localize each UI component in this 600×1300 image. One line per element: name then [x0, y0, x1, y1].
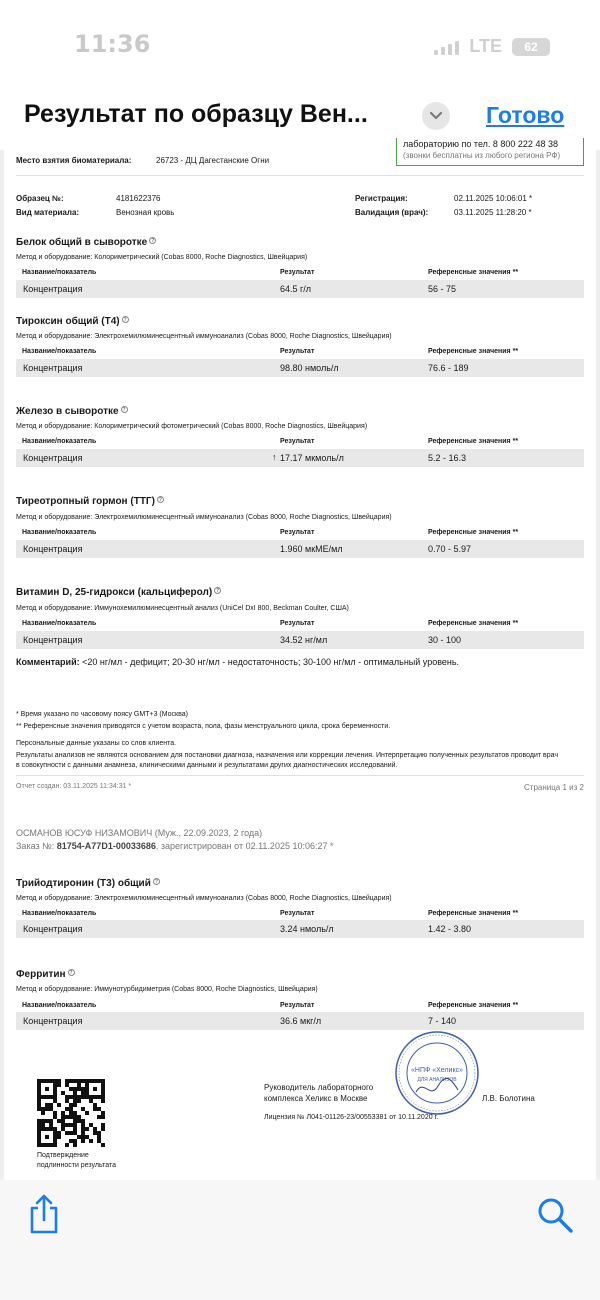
row-name: Концентрация: [23, 924, 83, 934]
comment: Комментарий: <20 нг/мл - дефицит; 20-30 нг/мл - недостаточность; 30-100 нг/мл - оптимальный уровень.: [16, 657, 460, 667]
col-result-header: Результат: [280, 529, 315, 536]
stamp-subtext: ДЛЯ АНАЛИЗОВ: [417, 1077, 457, 1083]
qr-code: [37, 1079, 105, 1147]
col-result-header: Результат: [280, 348, 315, 355]
row-reference: 7 - 140: [428, 1016, 457, 1026]
row-reference: 76.6 - 189: [428, 363, 469, 373]
col-reference-header: Референсные значения **: [428, 348, 519, 355]
divider: [16, 775, 584, 776]
row-name: Концентрация: [23, 284, 83, 294]
col-result-header: Результат: [280, 438, 315, 445]
info-icon[interactable]: ?: [216, 588, 220, 594]
col-name-header: Название/показатель: [22, 269, 97, 276]
col-reference-header: Референсные значения **: [428, 438, 519, 445]
head-name: Л.В. Болотина: [482, 1094, 535, 1103]
registration-label: Регистрация:: [355, 194, 408, 203]
footnote: Результаты анализов не являются основанием для постановки диагноза, назначения или коррекции лечения. Интерпретацию полученных результатов проводит врач: [16, 752, 559, 759]
network-type: LTE: [469, 36, 502, 56]
signal-icon: [434, 39, 459, 55]
col-name-header: Название/показатель: [22, 1002, 97, 1009]
chevron-down-icon[interactable]: [422, 102, 450, 130]
row-reference: 56 - 75: [428, 284, 457, 294]
col-name-header: Название/показатель: [22, 910, 97, 917]
document-page-2: [4, 814, 596, 1194]
test-method: Метод и оборудование: Иммунохемилюминесцентный анализ (UniCel DxI 800, Beckman Coulter, США): [16, 605, 349, 612]
status-bar: [0, 0, 600, 90]
lab-phone-note: (звонки бесплатны из любого региона РФ): [403, 151, 561, 160]
col-reference-header: Референсные значения **: [428, 1002, 519, 1009]
sample-label: Образец №:: [16, 194, 64, 203]
row-name: Концентрация: [23, 635, 83, 645]
head-title: Руководитель лабораторного: [264, 1083, 374, 1092]
row-result: 34.52 нг/мл: [280, 635, 328, 645]
test-title: Трийодтиронин (Т3) общий ?: [16, 878, 158, 889]
test-method: Метод и оборудование: Иммунотурбидиметрия (Cobas 8000, Roche Diagnostics, Швейцария): [16, 986, 318, 993]
report-created: Отчет создан: 03.11.2025 11:34:31 *: [16, 783, 132, 790]
search-icon[interactable]: [536, 1196, 574, 1234]
test-title: Белок общий в сыворотке ?: [16, 237, 155, 248]
col-result-header: Результат: [280, 910, 315, 917]
registration-value: 02.11.2025 10:06:01 *: [454, 194, 533, 203]
test-title: Тиреотропный гормон (ТТГ) ?: [16, 496, 162, 507]
high-flag-icon: ↑: [272, 452, 277, 462]
col-result-header: Результат: [280, 269, 315, 276]
info-icon[interactable]: ?: [158, 497, 162, 503]
row-name: Концентрация: [23, 453, 83, 463]
test-method: Метод и оборудование: Электрохемилюминесцентный иммуноанализ (Cobas 8000, Roche Diagnostics, Швейцария): [16, 333, 392, 340]
col-name-header: Название/показатель: [22, 348, 97, 355]
license-line: Лицензия № Л041-01126-23/00553381 от 10.11.2020 г.: [264, 1114, 439, 1121]
test-title: Ферритин ?: [16, 969, 73, 980]
qr-caption: Подтверждение: [37, 1152, 89, 1159]
col-result-header: Результат: [280, 620, 315, 627]
patient-line: ОСМАНОВ ЮСУФ НИЗАМОВИЧ (Муж., 22.09.2023, 2 года): [16, 828, 263, 838]
row-reference: 30 - 100: [428, 635, 462, 645]
col-reference-header: Референсные значения **: [428, 910, 519, 917]
row-result: 3.24 нмоль/л: [280, 924, 334, 934]
row-result: 98.80 нмоль/л: [280, 363, 339, 373]
material-label: Вид материала:: [16, 208, 80, 217]
place-value: 26723 - ДЦ Дагестанские Огни: [156, 156, 270, 165]
col-reference-header: Референсные значения **: [428, 269, 519, 276]
test-method: Метод и оборудование: Колориметрический фотометрический (Cobas 8000, Roche Diagnostics, Швейцария): [16, 423, 368, 430]
footnote: * Время указано по часовому поясу GMT+3 (Москва): [16, 711, 188, 718]
test-method: Метод и оборудование: Электрохемилюминесцентный иммуноанализ (Cobas 8000, Roche Diagnostics, Швейцария): [16, 514, 392, 521]
info-icon[interactable]: ?: [151, 238, 155, 244]
row-name: Концентрация: [23, 1016, 83, 1026]
test-title: Витамин D, 25-гидрокси (кальциферол) ?: [16, 587, 220, 598]
footnote: Персональные данные указаны со слов клиента.: [16, 740, 177, 747]
bottom-toolbar: [0, 1180, 600, 1300]
stamp-text: «НПФ «Хеликс»: [411, 1067, 463, 1074]
footnote: ** Референсные значения приводятся с учетом возраста, пола, фазы менструального цикла, срока беременности.: [16, 723, 391, 730]
done-button[interactable]: Готово: [486, 102, 565, 128]
test-title: Железо в сыворотке ?: [16, 406, 126, 417]
row-name: Концентрация: [23, 544, 83, 554]
status-time: 11:36: [74, 30, 151, 58]
col-name-header: Название/показатель: [22, 529, 97, 536]
document-viewer[interactable]: [0, 139, 600, 1180]
test-method: Метод и оборудование: Колориметрический (Cobas 8000, Roche Diagnostics, Швейцария): [16, 254, 308, 261]
row-reference: 5.2 - 16.3: [428, 453, 467, 463]
lab-stamp-seal: [394, 1030, 480, 1116]
qr-caption: подлинности результата: [37, 1162, 116, 1169]
row-name: Концентрация: [23, 363, 83, 373]
place-label: Место взятия биоматериала:: [16, 156, 132, 165]
row-result: 64.5 г/л: [280, 284, 312, 294]
head-title: комплекса Хеликс в Москве: [264, 1094, 368, 1103]
material-value: Венозная кровь: [116, 208, 175, 217]
test-title: Тироксин общий (Т4) ?: [16, 316, 127, 327]
info-icon[interactable]: ?: [154, 879, 158, 885]
col-reference-header: Референсные значения **: [428, 529, 519, 536]
test-method: Метод и оборудование: Электрохемилюминесцентный иммуноанализ (Cobas 8000, Roche Diagnostics, Швейцария): [16, 895, 392, 902]
battery-icon: 62: [512, 38, 550, 56]
validation-value: 03.11.2025 11:28:20 *: [454, 208, 532, 217]
page-number: Страница 1 из 2: [524, 783, 584, 792]
validation-label: Валидация (врач):: [355, 208, 429, 217]
divider: [16, 175, 584, 176]
info-icon[interactable]: ?: [123, 317, 127, 323]
page-title: Результат по образцу Вен...: [24, 100, 368, 128]
lab-contact-box: [396, 138, 584, 166]
col-name-header: Название/показатель: [22, 620, 97, 627]
share-icon[interactable]: [26, 1194, 62, 1234]
lab-phone-line: лабораторию по тел. 8 800 222 48 38: [403, 139, 558, 149]
col-name-header: Название/показатель: [22, 438, 97, 445]
row-reference: 0.70 - 5.97: [428, 544, 472, 554]
order-line: Заказ №: 81754-A77D1-00033686, зарегистрирован от 02.11.2025 10:06:27 *: [16, 841, 334, 851]
info-icon[interactable]: ?: [122, 407, 126, 413]
row-reference: 1.42 - 3.80: [428, 924, 472, 934]
col-result-header: Результат: [280, 1002, 315, 1009]
row-result: 36.6 мкг/л: [280, 1016, 322, 1026]
sample-value: 4181622376: [116, 194, 161, 203]
info-icon[interactable]: ?: [69, 970, 73, 976]
footnote: в совокупности с данными анамнеза, клиническими данными и результатами других диагностических исследований.: [16, 762, 398, 769]
col-reference-header: Референсные значения **: [428, 620, 519, 627]
row-result: 17.17 мкмоль/л: [280, 453, 344, 463]
row-result: 1.960 мкМЕ/мл: [280, 544, 343, 554]
status-indicators: [434, 36, 550, 57]
